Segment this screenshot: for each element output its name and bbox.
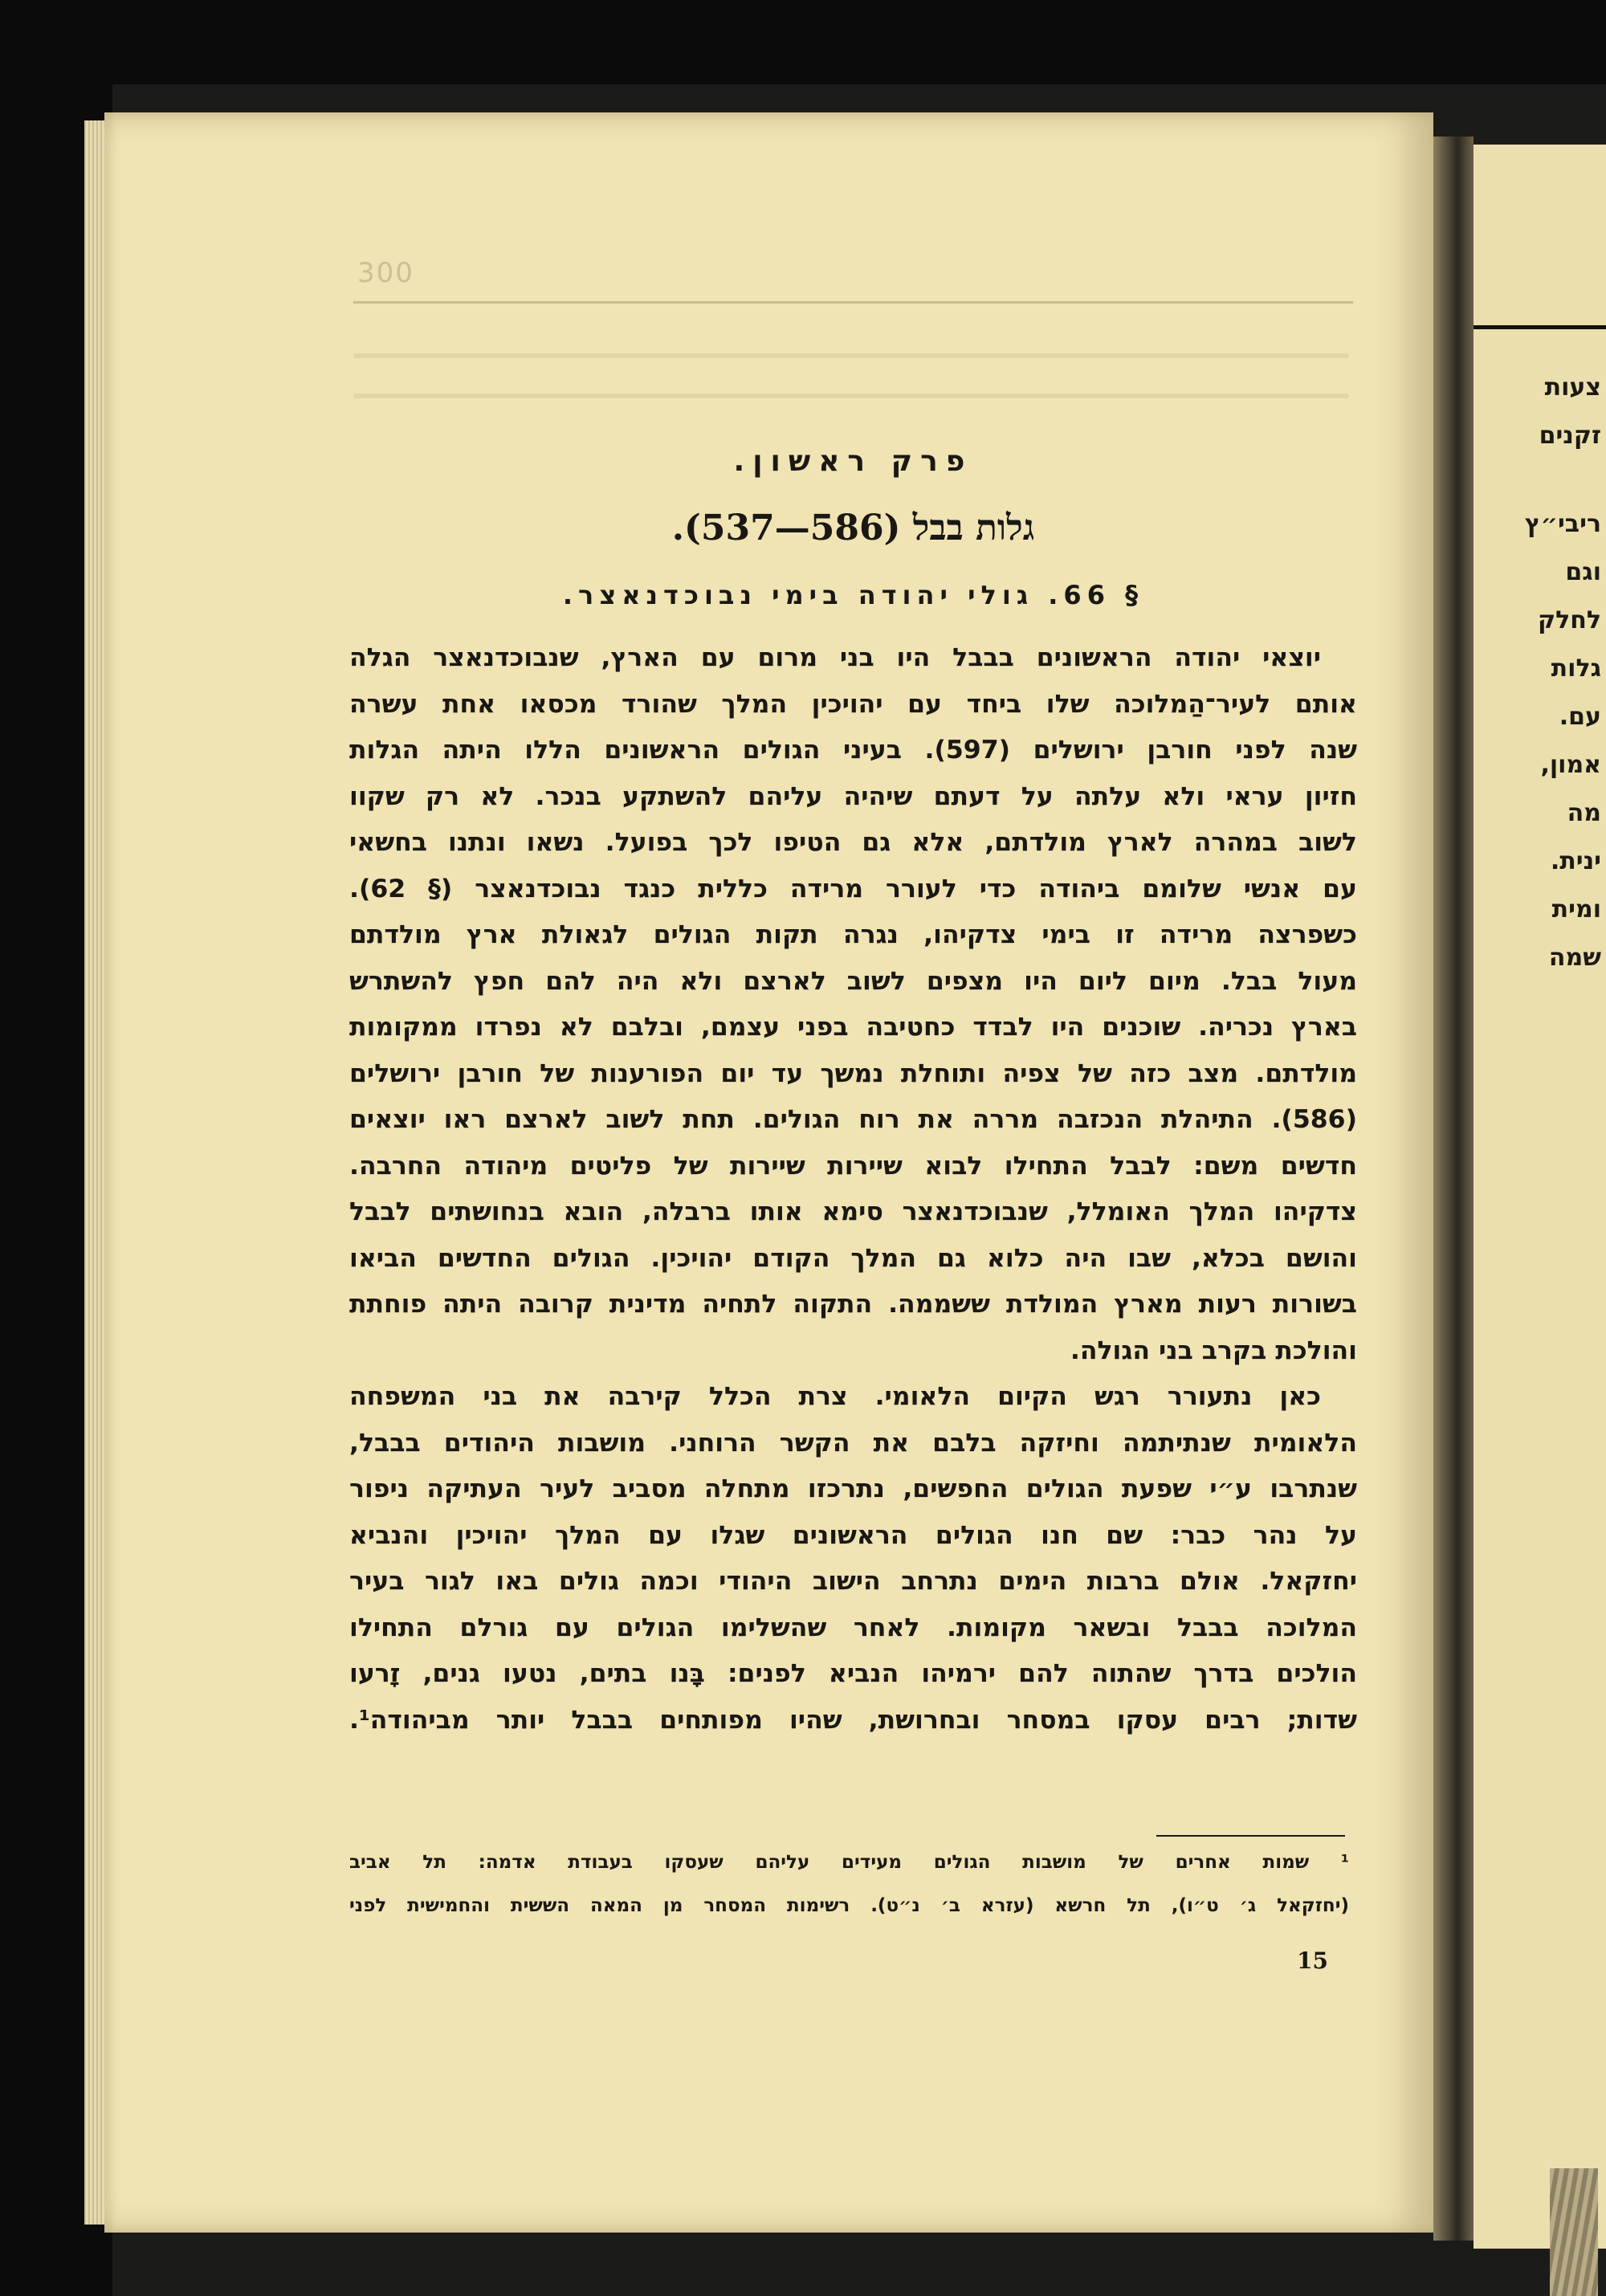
text-line: מולדתם. מצב כזה של צפיה ותוחלת נמשך עד יום הפורענות של חורבן ירושלים [349,1058,1357,1088]
right-page-fragment: לחלק [1538,606,1601,634]
right-page-fragment: מה [1567,799,1601,827]
bleed-through-line [353,394,1349,398]
page-number: 15 [1297,1947,1328,1974]
bookmark-ribbon [1550,2168,1598,2296]
text-line: (586). התיהלת הנכזבה מררה את רוח הגולים. תחת לשוב לארצם ראו יוצאים [349,1105,1357,1134]
right-page-fragment: ומית [1551,895,1601,924]
right-page-fragment: ריבי״ץ [1524,510,1601,538]
text-line: שנתרבו ע״י שפעת הגולים החפשים, נתרכזו מתחלה מסביב לעיר העתיקה ניפור [349,1474,1357,1503]
page-edges [84,120,107,2225]
text-line: עם אנשי שלומם ביהודה כדי לעורר מרידה כללית כנגד נבוכדנאצר (§ 62). [349,874,1357,903]
book-gutter [1433,137,1474,2241]
text-line: שדות; רבים עסקו במסחר ובחרושת, שהיו מפותחים בבבל יותר מביהודה¹. [349,1705,1357,1735]
right-page [1474,145,1606,2249]
right-page-rule [1474,325,1606,329]
footnote-line: ¹ שמות אחרים של מושבות הגולים מעידים עליהם שעסקו בעבודת אדמה: תל אביב [349,1852,1349,1873]
page-text [349,438,1357,1743]
right-page-fragment: זקנים [1539,422,1601,450]
paragraph-2 [349,1374,1357,1743]
text-line: לשוב במהרה לארץ מולדתם, אלא גם הטיפו לכך בפועל. נשאו ונתנו בחשאי [349,828,1357,857]
right-page-fragment: עם. [1559,703,1601,731]
text-line: צדקיהו המלך האומלל, שנבוכדנאצר סימא אותו ברבלה, הובא בנחושתים לבבל [349,1197,1357,1226]
text-line: כשפרצה מרידה זו בימי צדקיהו, נגרה תקות הגולים לגאולת ארץ מולדתם [349,920,1357,949]
paragraph-1 [349,635,1357,1374]
text-line: יוצאי יהודה הראשונים בבבל היו בני מרום עם הארץ, שנבוכדנאצר הגלה [349,643,1321,672]
footnote-line: (יחזקאל ג׳ ט״ו), תל חרשא (עזרא ב׳ נ״ט). רשימות המסחר מן המאה הששית והחמישית לפני [349,1895,1349,1916]
running-head-ghost: 300 [357,257,414,289]
section-heading: § 66. גולי יהודה בימי נבוכדנאצר. [562,580,1144,610]
running-head-rule [353,301,1353,304]
text-line: המלוכה בבבל ובשאר מקומות. לאחר שהשלימו הגולים עם גורלם התחילו [349,1613,1357,1642]
text-line: כאן נתעורר רגש הקיום הלאומי. צרת הכלל קירבה את בני המשפחה [349,1382,1321,1411]
text-line: והושם בכלא, שבו היה כלוא גם המלך הקודם יהויכין. הגולים החדשים הביאו [349,1243,1357,1273]
text-line: שנה לפני חורבן ירושלים (597). בעיני הגולים הראשונים הללו היתה הגלות [349,736,1357,765]
text-line: חזיון עראי ולא עלתה על דעתם שיהיה עליהם להשתקע בנכר. לא רק שקוו [349,781,1357,811]
right-page-fragment: אמון, [1540,751,1601,779]
right-page-fragment: צעות [1544,373,1601,402]
text-line: על נהר כבר: שם חנו הגולים הראשונים שגלו עם המלך יהויכין והנביא [349,1520,1357,1550]
text-line: יחזקאל. אולם ברבות הימים נתרחב הישוב היהודי וכמה גולים באו לגור בעיר [349,1567,1357,1596]
text-line: הולכים בדרך שהתוה להם ירמיהו הנביא לפנים: בָּנו בתים, נטעו גנים, זָרעו [349,1659,1357,1688]
text-line: אותם לעיר־הַמלוכה שלו ביחד עם יהויכין המלך שהורד מכסאו אחת עשרה [349,689,1357,719]
chapter-heading: פרק ראשון. [733,445,973,478]
text-line: חדשים משם: לבבל התחילו לבוא שיירות שיירות של פליטים מיהודה החרבה. [349,1151,1357,1181]
right-page-fragment: גלות [1551,655,1601,683]
footnotes [349,1841,1349,1927]
text-line: בשורות רעות מארץ המולדת ששממה. התקוה לתחיה מדינית קרובה היתה פוחתת [349,1290,1357,1319]
text-line: מעול בבל. מיום ליום היו מצפים לשוב לארצם ולא היה להם חפץ להשתרש [349,966,1357,996]
text-line: והולכת בקרב בני הגולה. [1070,1336,1357,1365]
right-page-fragment: שמה [1548,944,1601,972]
right-page-fragment: וגם [1565,558,1601,586]
bleed-through-line [353,353,1349,358]
chapter-title: גלות בבל (586—537). [671,508,1035,549]
text-line: הלאומית שנתיתמה וחיזקה בלבם את הקשר הרוחני. מושבות היהודים בבבל, [349,1428,1357,1458]
text-line: בארץ נכריה. שוכנים היו לבדד כחטיבה בפני עצמם, ובלבם לא נפרדו ממקומות [349,1013,1357,1042]
right-page-fragment: ינית. [1550,847,1601,875]
footnote-rule [1156,1835,1345,1837]
